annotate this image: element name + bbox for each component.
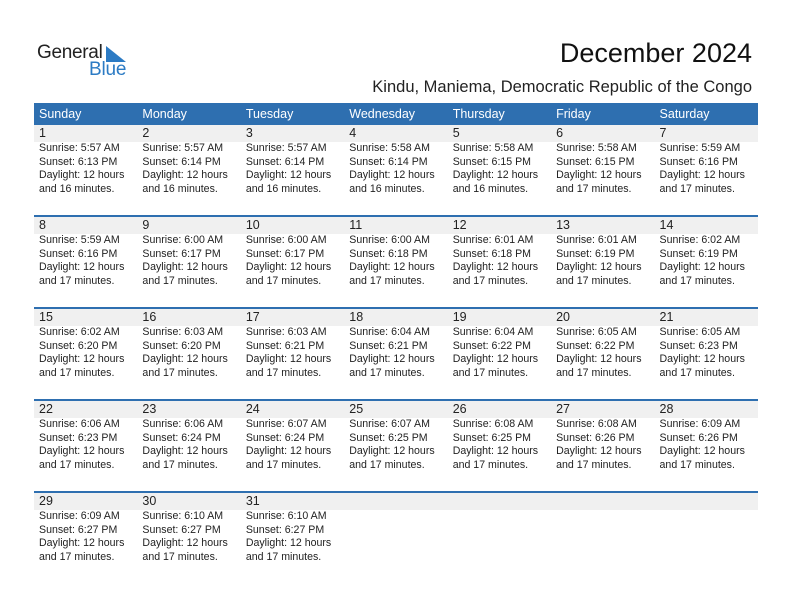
daylight1-text: Daylight: 12 hours — [659, 445, 745, 458]
daylight2-text: and 17 minutes. — [245, 550, 322, 563]
week-row — [34, 399, 758, 491]
daylight1-text: Daylight: 12 hours — [659, 169, 745, 182]
sunrise-text: Sunrise: 6:08 AM — [556, 418, 637, 430]
daylight1-text: Daylight: 12 hours — [556, 353, 642, 366]
day-number: 30 — [142, 494, 157, 508]
week-row — [34, 125, 758, 215]
day-cell — [448, 309, 551, 380]
sunset-text: Sunset: 6:20 PM — [39, 339, 118, 352]
day-cell — [241, 125, 344, 196]
day-number: 24 — [245, 402, 260, 416]
day-cell — [551, 125, 654, 196]
day-cell — [34, 493, 137, 564]
daylight2-text: and 17 minutes. — [659, 366, 735, 379]
daylight2-text: and 17 minutes. — [142, 550, 218, 563]
sunrise-text: Sunrise: 6:02 AM — [39, 326, 120, 338]
empty-day-cell — [551, 493, 654, 564]
sunset-text: Sunset: 6:18 PM — [452, 247, 532, 260]
day-cell — [34, 309, 137, 380]
week-row — [34, 215, 758, 307]
day-cell — [551, 309, 654, 380]
daylight1-text: Daylight: 12 hours — [452, 445, 539, 458]
daylight1-text: Daylight: 12 hours — [452, 169, 539, 182]
weekday-saturday: Saturday — [659, 107, 710, 121]
sunset-text: Sunset: 6:16 PM — [659, 155, 738, 168]
daylight1-text: Daylight: 12 hours — [39, 445, 125, 458]
day-number: 19 — [452, 310, 467, 324]
daylight2-text: and 17 minutes. — [659, 458, 735, 471]
day-number: 9 — [142, 218, 150, 232]
sunrise-text: Sunrise: 6:01 AM — [452, 234, 534, 246]
sunrise-text: Sunrise: 6:04 AM — [349, 326, 430, 338]
day-number: 27 — [556, 402, 571, 416]
logo — [37, 42, 137, 82]
sunset-text: Sunset: 6:22 PM — [556, 339, 635, 352]
sunset-text: Sunset: 6:21 PM — [245, 339, 325, 352]
daylight1-text: Daylight: 12 hours — [452, 353, 539, 366]
day-number: 5 — [452, 126, 460, 140]
daylight1-text: Daylight: 12 hours — [659, 261, 745, 274]
daylight1-text: Daylight: 12 hours — [556, 445, 642, 458]
calendar-grid — [34, 103, 758, 583]
sunrise-text: Sunrise: 6:04 AM — [452, 326, 534, 338]
sunrise-text: Sunrise: 5:57 AM — [142, 142, 224, 154]
day-number: 7 — [659, 126, 667, 140]
daylight2-text: and 16 minutes. — [452, 182, 529, 195]
daylight2-text: and 17 minutes. — [349, 274, 425, 287]
daylight1-text: Daylight: 12 hours — [245, 445, 332, 458]
day-cell — [344, 401, 447, 472]
daylight2-text: and 17 minutes. — [142, 274, 218, 287]
sunset-text: Sunset: 6:25 PM — [452, 431, 532, 444]
location-subtitle: Kindu, Maniema, Democratic Republic of the Congo — [372, 78, 752, 96]
sunrise-text: Sunrise: 6:08 AM — [452, 418, 534, 430]
day-number: 20 — [556, 310, 571, 324]
sunrise-text: Sunrise: 6:10 AM — [245, 510, 327, 522]
sunset-text: Sunset: 6:23 PM — [659, 339, 738, 352]
sunrise-text: Sunrise: 5:57 AM — [39, 142, 120, 154]
sunrise-text: Sunrise: 6:02 AM — [659, 234, 741, 246]
empty-day-cell — [448, 493, 551, 564]
day-cell — [655, 217, 758, 288]
day-number: 29 — [39, 494, 53, 508]
daylight2-text: and 17 minutes. — [659, 182, 735, 195]
sunrise-text: Sunrise: 6:10 AM — [142, 510, 224, 522]
weekday-tuesday: Tuesday — [245, 107, 294, 121]
day-cell — [241, 493, 344, 564]
sunset-text: Sunset: 6:15 PM — [556, 155, 635, 168]
daylight1-text: Daylight: 12 hours — [39, 353, 125, 366]
calendar-weeks — [34, 125, 758, 583]
sunrise-text: Sunrise: 5:59 AM — [659, 142, 741, 154]
daylight1-text: Daylight: 12 hours — [142, 537, 228, 550]
daylight2-text: and 17 minutes. — [556, 274, 632, 287]
sunset-text: Sunset: 6:21 PM — [349, 339, 428, 352]
week-row — [34, 491, 758, 583]
daylight2-text: and 17 minutes. — [556, 366, 632, 379]
day-cell — [34, 217, 137, 288]
daylight1-text: Daylight: 12 hours — [39, 261, 125, 274]
daylight1-text: Daylight: 12 hours — [245, 537, 332, 550]
sunset-text: Sunset: 6:13 PM — [39, 155, 118, 168]
sunrise-text: Sunrise: 5:58 AM — [452, 142, 534, 154]
sunrise-text: Sunrise: 5:58 AM — [556, 142, 637, 154]
sunrise-text: Sunrise: 6:05 AM — [659, 326, 741, 338]
sunrise-text: Sunrise: 6:03 AM — [245, 326, 327, 338]
day-number: 4 — [349, 126, 357, 140]
day-number: 17 — [245, 310, 260, 324]
day-number: 16 — [142, 310, 157, 324]
sunrise-text: Sunrise: 6:07 AM — [349, 418, 430, 430]
sunset-text: Sunset: 6:16 PM — [39, 247, 118, 260]
sunrise-text: Sunrise: 6:09 AM — [659, 418, 741, 430]
day-cell — [137, 125, 240, 196]
sunset-text: Sunset: 6:19 PM — [556, 247, 635, 260]
day-number: 18 — [349, 310, 364, 324]
logo-general-text: General — [37, 42, 103, 63]
daylight2-text: and 17 minutes. — [349, 366, 425, 379]
sunrise-text: Sunrise: 6:09 AM — [39, 510, 120, 522]
daylight2-text: and 17 minutes. — [245, 458, 322, 471]
sunrise-text: Sunrise: 6:05 AM — [556, 326, 637, 338]
daylight2-text: and 17 minutes. — [556, 182, 632, 195]
day-number — [349, 493, 447, 510]
daylight1-text: Daylight: 12 hours — [245, 353, 332, 366]
sunset-text: Sunset: 6:23 PM — [39, 431, 118, 444]
day-cell — [551, 217, 654, 288]
sunset-text: Sunset: 6:25 PM — [349, 431, 428, 444]
daylight1-text: Daylight: 12 hours — [659, 353, 745, 366]
daylight1-text: Daylight: 12 hours — [142, 169, 228, 182]
day-number: 26 — [452, 402, 467, 416]
sunrise-text: Sunrise: 6:00 AM — [349, 234, 430, 246]
daylight1-text: Daylight: 12 hours — [142, 445, 228, 458]
daylight1-text: Daylight: 12 hours — [39, 169, 125, 182]
day-number: 23 — [142, 402, 157, 416]
day-cell — [344, 217, 447, 288]
sunset-text: Sunset: 6:17 PM — [245, 247, 325, 260]
daylight2-text: and 17 minutes. — [452, 274, 529, 287]
daylight2-text: and 17 minutes. — [452, 458, 529, 471]
sunrise-text: Sunrise: 6:03 AM — [142, 326, 224, 338]
daylight2-text: and 16 minutes. — [39, 182, 115, 195]
daylight2-text: and 17 minutes. — [349, 458, 425, 471]
sunset-text: Sunset: 6:15 PM — [452, 155, 532, 168]
day-cell — [448, 401, 551, 472]
daylight1-text: Daylight: 12 hours — [245, 261, 332, 274]
daylight1-text: Daylight: 12 hours — [142, 261, 228, 274]
sunrise-text: Sunrise: 6:06 AM — [142, 418, 224, 430]
daylight2-text: and 16 minutes. — [142, 182, 218, 195]
sunrise-text: Sunrise: 6:00 AM — [245, 234, 327, 246]
sunrise-text: Sunrise: 5:59 AM — [39, 234, 120, 246]
day-number: 22 — [39, 402, 53, 416]
weekday-friday: Friday — [556, 107, 591, 121]
sunset-text: Sunset: 6:27 PM — [245, 523, 325, 536]
day-number: 2 — [142, 126, 150, 140]
day-cell — [344, 309, 447, 380]
day-cell — [655, 309, 758, 380]
day-number: 14 — [659, 218, 674, 232]
weekday-sunday: Sunday — [39, 107, 82, 121]
empty-day-cell — [344, 493, 447, 564]
day-cell — [344, 125, 447, 196]
daylight2-text: and 17 minutes. — [245, 366, 322, 379]
day-cell — [655, 125, 758, 196]
day-number: 11 — [349, 218, 363, 232]
daylight1-text: Daylight: 12 hours — [452, 261, 539, 274]
week-row — [34, 307, 758, 399]
logo-blue-text: Blue — [89, 59, 127, 80]
sunrise-text: Sunrise: 5:57 AM — [245, 142, 327, 154]
daylight2-text: and 17 minutes. — [556, 458, 632, 471]
day-cell — [655, 401, 758, 472]
day-number — [660, 493, 758, 510]
sunset-text: Sunset: 6:26 PM — [556, 431, 635, 444]
day-number: 8 — [39, 218, 46, 232]
day-number: 25 — [349, 402, 364, 416]
day-cell — [448, 217, 551, 288]
daylight1-text: Daylight: 12 hours — [349, 445, 435, 458]
sunset-text: Sunset: 6:24 PM — [142, 431, 221, 444]
daylight2-text: and 17 minutes. — [39, 458, 115, 471]
day-number: 3 — [245, 126, 253, 140]
sunset-text: Sunset: 6:26 PM — [659, 431, 738, 444]
sunset-text: Sunset: 6:14 PM — [245, 155, 325, 168]
sunrise-text: Sunrise: 6:06 AM — [39, 418, 120, 430]
day-number — [556, 493, 654, 510]
day-cell — [137, 493, 240, 564]
sunset-text: Sunset: 6:27 PM — [142, 523, 221, 536]
day-cell — [137, 217, 240, 288]
day-number: 1 — [39, 126, 46, 140]
sunset-text: Sunset: 6:20 PM — [142, 339, 221, 352]
day-cell — [241, 309, 344, 380]
day-number: 6 — [556, 126, 564, 140]
daylight1-text: Daylight: 12 hours — [245, 169, 332, 182]
daylight2-text: and 17 minutes. — [39, 550, 115, 563]
daylight1-text: Daylight: 12 hours — [142, 353, 228, 366]
daylight1-text: Daylight: 12 hours — [349, 169, 435, 182]
daylight2-text: and 17 minutes. — [39, 274, 115, 287]
sunset-text: Sunset: 6:27 PM — [39, 523, 118, 536]
day-number: 15 — [39, 310, 53, 324]
sunset-text: Sunset: 6:22 PM — [452, 339, 532, 352]
sunrise-text: Sunrise: 6:00 AM — [142, 234, 224, 246]
weekday-monday: Monday — [142, 107, 187, 121]
sunset-text: Sunset: 6:18 PM — [349, 247, 428, 260]
day-cell — [137, 401, 240, 472]
daylight1-text: Daylight: 12 hours — [556, 169, 642, 182]
day-number: 28 — [659, 402, 674, 416]
day-cell — [551, 401, 654, 472]
daylight2-text: and 17 minutes. — [142, 458, 218, 471]
sunset-text: Sunset: 6:17 PM — [142, 247, 221, 260]
day-number: 31 — [245, 494, 260, 508]
daylight2-text: and 17 minutes. — [245, 274, 322, 287]
weekday-thursday: Thursday — [452, 107, 505, 121]
daylight2-text: and 17 minutes. — [39, 366, 115, 379]
daylight2-text: and 16 minutes. — [349, 182, 425, 195]
daylight2-text: and 17 minutes. — [142, 366, 218, 379]
daylight1-text: Daylight: 12 hours — [556, 261, 642, 274]
day-cell — [241, 401, 344, 472]
daylight2-text: and 16 minutes. — [245, 182, 322, 195]
page-title: December 2024 — [559, 38, 752, 68]
day-number: 10 — [245, 218, 260, 232]
day-cell — [34, 125, 137, 196]
sunrise-text: Sunrise: 6:01 AM — [556, 234, 637, 246]
daylight2-text: and 17 minutes. — [452, 366, 529, 379]
daylight1-text: Daylight: 12 hours — [349, 353, 435, 366]
sunrise-text: Sunrise: 5:58 AM — [349, 142, 430, 154]
sunset-text: Sunset: 6:14 PM — [349, 155, 428, 168]
empty-day-cell — [655, 493, 758, 564]
weekday-header — [34, 103, 758, 125]
daylight1-text: Daylight: 12 hours — [349, 261, 435, 274]
day-cell — [241, 217, 344, 288]
daylight2-text: and 17 minutes. — [659, 274, 735, 287]
weekday-wednesday: Wednesday — [349, 107, 416, 121]
day-cell — [34, 401, 137, 472]
day-cell — [137, 309, 240, 380]
sunset-text: Sunset: 6:14 PM — [142, 155, 221, 168]
day-number: 12 — [452, 218, 467, 232]
sunset-text: Sunset: 6:19 PM — [659, 247, 738, 260]
day-number — [453, 493, 551, 510]
sunset-text: Sunset: 6:24 PM — [245, 431, 325, 444]
daylight1-text: Daylight: 12 hours — [39, 537, 125, 550]
day-number: 13 — [556, 218, 571, 232]
day-number: 21 — [659, 310, 674, 324]
day-cell — [448, 125, 551, 196]
sunrise-text: Sunrise: 6:07 AM — [245, 418, 327, 430]
